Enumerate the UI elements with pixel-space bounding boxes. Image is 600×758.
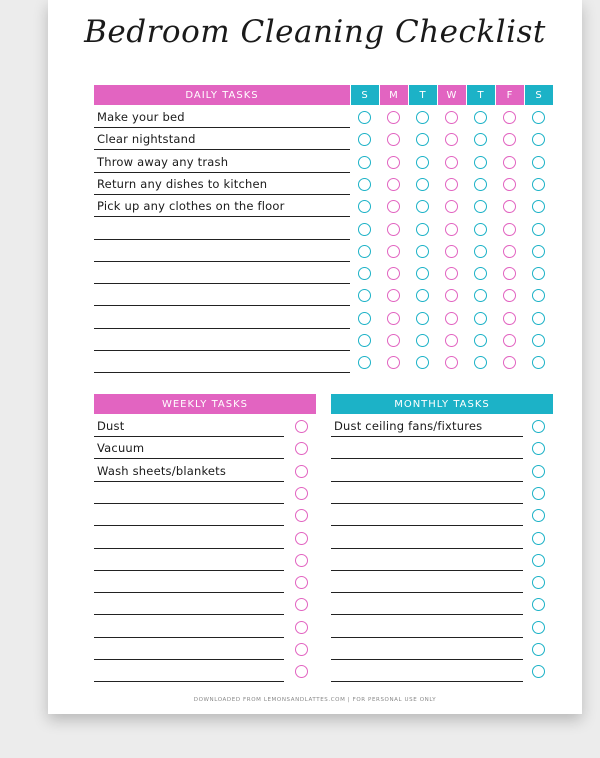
- weekly-checkbox[interactable]: [295, 554, 308, 567]
- daily-checkbox[interactable]: [358, 111, 371, 124]
- daily-checkbox[interactable]: [532, 245, 545, 258]
- daily-task-row: [94, 351, 350, 373]
- daily-checkbox[interactable]: [503, 312, 516, 325]
- daily-checkbox[interactable]: [503, 200, 516, 213]
- daily-tasks-header-label: DAILY TASKS: [185, 89, 259, 101]
- monthly-task-label: Dust ceiling fans/fixtures: [334, 419, 483, 433]
- daily-checkbox[interactable]: [358, 223, 371, 236]
- daily-checkbox[interactable]: [474, 312, 487, 325]
- weekly-checkbox[interactable]: [295, 442, 308, 455]
- daily-checkbox[interactable]: [503, 245, 516, 258]
- monthly-checkbox[interactable]: [532, 487, 545, 500]
- day-header: [437, 85, 466, 105]
- daily-checkbox[interactable]: [387, 312, 400, 325]
- daily-checkbox[interactable]: [358, 289, 371, 302]
- daily-checkbox[interactable]: [358, 334, 371, 347]
- daily-checkbox[interactable]: [503, 289, 516, 302]
- day-header: [466, 85, 495, 105]
- daily-checkbox[interactable]: [474, 178, 487, 191]
- weekly-checkbox[interactable]: [295, 465, 308, 478]
- monthly-task-row: [331, 571, 523, 593]
- daily-task-row: [94, 262, 350, 284]
- day-header-label: T: [477, 89, 485, 101]
- daily-checkbox[interactable]: [474, 334, 487, 347]
- weekly-checkbox[interactable]: [295, 576, 308, 589]
- weekly-tasks-header: [94, 394, 316, 414]
- daily-checkbox[interactable]: [358, 156, 371, 169]
- daily-checkbox[interactable]: [387, 178, 400, 191]
- monthly-task-row: [331, 660, 523, 682]
- daily-task-row: [94, 195, 350, 217]
- daily-checkbox[interactable]: [445, 334, 458, 347]
- daily-checkbox[interactable]: [387, 267, 400, 280]
- daily-checkbox[interactable]: [503, 156, 516, 169]
- daily-checkbox[interactable]: [503, 356, 516, 369]
- daily-checkbox[interactable]: [358, 312, 371, 325]
- daily-task-label: Clear nightstand: [97, 132, 196, 147]
- daily-checkbox[interactable]: [445, 289, 458, 302]
- monthly-task-row: [331, 460, 523, 482]
- daily-checkbox[interactable]: [358, 356, 371, 369]
- daily-checkbox[interactable]: [503, 334, 516, 347]
- monthly-task-row: [331, 437, 523, 459]
- day-header: [524, 85, 553, 105]
- daily-checkbox[interactable]: [532, 267, 545, 280]
- daily-checkbox[interactable]: [474, 133, 487, 146]
- weekly-checkbox[interactable]: [295, 509, 308, 522]
- daily-checkbox[interactable]: [387, 111, 400, 124]
- monthly-checkbox[interactable]: [532, 621, 545, 634]
- daily-checkbox[interactable]: [474, 223, 487, 236]
- weekly-tasks-header-label: WEEKLY TASKS: [161, 398, 249, 410]
- daily-task-label: Make your bed: [97, 110, 185, 124]
- monthly-task-row: [331, 504, 523, 526]
- weekly-task-row: [94, 460, 284, 482]
- day-header: [350, 85, 379, 105]
- daily-checkbox[interactable]: [445, 178, 458, 191]
- weekly-task-label: Dust: [97, 419, 125, 433]
- daily-task-label: Return any dishes to kitchen: [97, 176, 268, 191]
- monthly-checkbox[interactable]: [532, 465, 545, 478]
- daily-checkbox[interactable]: [358, 178, 371, 191]
- daily-task-row: [94, 128, 350, 150]
- day-header: [495, 85, 524, 105]
- weekly-task-label: Wash sheets/blankets: [97, 463, 227, 478]
- daily-checkbox[interactable]: [387, 245, 400, 258]
- daily-checkbox[interactable]: [532, 133, 545, 146]
- daily-checkbox[interactable]: [532, 111, 545, 124]
- daily-checkbox[interactable]: [416, 356, 429, 369]
- monthly-checkbox[interactable]: [532, 643, 545, 656]
- monthly-task-row: [331, 638, 523, 660]
- weekly-task-row: [94, 549, 284, 571]
- daily-checkbox[interactable]: [358, 245, 371, 258]
- weekly-task-row: [94, 571, 284, 593]
- weekly-checkbox[interactable]: [295, 643, 308, 656]
- day-header: [408, 85, 437, 105]
- daily-checkbox[interactable]: [445, 356, 458, 369]
- monthly-checkbox[interactable]: [532, 532, 545, 545]
- monthly-tasks-header: [331, 394, 553, 414]
- daily-checkbox[interactable]: [416, 156, 429, 169]
- daily-checkbox[interactable]: [387, 223, 400, 236]
- weekly-task-row: [94, 437, 284, 459]
- weekly-checkbox[interactable]: [295, 532, 308, 545]
- daily-checkbox[interactable]: [532, 156, 545, 169]
- daily-checkbox[interactable]: [532, 289, 545, 302]
- daily-task-row: [94, 284, 350, 306]
- monthly-checkbox[interactable]: [532, 420, 545, 433]
- day-header-label: W: [446, 89, 458, 101]
- daily-checkbox[interactable]: [445, 312, 458, 325]
- daily-checkbox[interactable]: [445, 267, 458, 280]
- daily-checkbox[interactable]: [416, 200, 429, 213]
- daily-checkbox[interactable]: [387, 289, 400, 302]
- monthly-checkbox[interactable]: [532, 598, 545, 611]
- daily-checkbox[interactable]: [445, 223, 458, 236]
- daily-checkbox[interactable]: [445, 111, 458, 124]
- weekly-checkbox[interactable]: [295, 598, 308, 611]
- day-header-label: S: [535, 89, 543, 101]
- checklist-page: [48, 0, 582, 714]
- daily-checkbox[interactable]: [416, 312, 429, 325]
- monthly-tasks-header-label: MONTHLY TASKS: [394, 398, 490, 410]
- daily-task-row: [94, 218, 350, 240]
- monthly-task-row: [331, 616, 523, 638]
- weekly-task-row: [94, 482, 284, 504]
- page-title: Bedroom Cleaning Checklist: [84, 14, 546, 50]
- daily-checkbox[interactable]: [416, 267, 429, 280]
- daily-checkbox[interactable]: [532, 200, 545, 213]
- daily-task-row: [94, 307, 350, 329]
- monthly-checkbox[interactable]: [532, 509, 545, 522]
- monthly-checkbox[interactable]: [532, 554, 545, 567]
- daily-checkbox[interactable]: [532, 178, 545, 191]
- monthly-task-row: [331, 527, 523, 549]
- daily-checkbox[interactable]: [416, 133, 429, 146]
- weekly-task-label: Vacuum: [97, 441, 145, 456]
- daily-checkbox[interactable]: [387, 356, 400, 369]
- daily-checkbox[interactable]: [387, 156, 400, 169]
- daily-checkbox[interactable]: [474, 267, 487, 280]
- weekly-task-row: [94, 415, 284, 437]
- weekly-checkbox[interactable]: [295, 621, 308, 634]
- daily-checkbox[interactable]: [445, 156, 458, 169]
- daily-checkbox[interactable]: [445, 245, 458, 258]
- weekly-task-row: [94, 638, 284, 660]
- daily-checkbox[interactable]: [416, 223, 429, 236]
- daily-checkbox[interactable]: [474, 156, 487, 169]
- weekly-task-row: [94, 593, 284, 615]
- daily-checkbox[interactable]: [387, 200, 400, 213]
- daily-checkbox[interactable]: [532, 312, 545, 325]
- daily-checkbox[interactable]: [445, 133, 458, 146]
- weekly-task-row: [94, 527, 284, 549]
- daily-checkbox[interactable]: [474, 289, 487, 302]
- day-header-label: F: [506, 89, 514, 101]
- monthly-task-row: [331, 415, 523, 437]
- daily-checkbox[interactable]: [474, 245, 487, 258]
- daily-checkbox[interactable]: [532, 223, 545, 236]
- daily-task-row: [94, 106, 350, 128]
- daily-checkbox[interactable]: [503, 111, 516, 124]
- daily-checkbox[interactable]: [416, 245, 429, 258]
- daily-checkbox[interactable]: [416, 178, 429, 191]
- weekly-checkbox[interactable]: [295, 665, 308, 678]
- weekly-task-row: [94, 660, 284, 682]
- footer-note: DOWNLOADED FROM LEMONSANDLATTES.COM | FOR PERSONAL USE ONLY: [193, 697, 437, 703]
- weekly-checkbox[interactable]: [295, 420, 308, 433]
- daily-task-row: [94, 240, 350, 262]
- daily-checkbox[interactable]: [503, 223, 516, 236]
- daily-checkbox[interactable]: [474, 200, 487, 213]
- daily-checkbox[interactable]: [416, 334, 429, 347]
- weekly-task-row: [94, 616, 284, 638]
- daily-checkbox[interactable]: [416, 289, 429, 302]
- monthly-checkbox[interactable]: [532, 442, 545, 455]
- weekly-task-row: [94, 504, 284, 526]
- monthly-task-row: [331, 549, 523, 571]
- daily-checkbox[interactable]: [474, 111, 487, 124]
- daily-checkbox[interactable]: [358, 267, 371, 280]
- daily-task-row: [94, 329, 350, 351]
- daily-checkbox[interactable]: [358, 200, 371, 213]
- daily-checkbox[interactable]: [387, 334, 400, 347]
- daily-task-label: Throw away any trash: [97, 154, 229, 169]
- daily-task-row: [94, 173, 350, 195]
- daily-checkbox[interactable]: [387, 133, 400, 146]
- weekly-checkbox[interactable]: [295, 487, 308, 500]
- daily-tasks-header: [94, 85, 350, 105]
- daily-checkbox[interactable]: [503, 133, 516, 146]
- daily-task-row: [94, 151, 350, 173]
- daily-checkbox[interactable]: [445, 200, 458, 213]
- day-header-label: M: [389, 89, 399, 101]
- monthly-checkbox[interactable]: [532, 576, 545, 589]
- daily-checkbox[interactable]: [416, 111, 429, 124]
- daily-checkbox[interactable]: [503, 178, 516, 191]
- daily-checkbox[interactable]: [503, 267, 516, 280]
- daily-task-label: Pick up any clothes on the floor: [97, 199, 285, 214]
- monthly-checkbox[interactable]: [532, 665, 545, 678]
- daily-checkbox[interactable]: [532, 334, 545, 347]
- day-header: [379, 85, 408, 105]
- daily-checkbox[interactable]: [532, 356, 545, 369]
- monthly-task-row: [331, 482, 523, 504]
- daily-checkbox[interactable]: [358, 133, 371, 146]
- day-header-label: S: [361, 89, 369, 101]
- daily-checkbox[interactable]: [474, 356, 487, 369]
- monthly-task-row: [331, 593, 523, 615]
- day-header-label: T: [419, 89, 427, 101]
